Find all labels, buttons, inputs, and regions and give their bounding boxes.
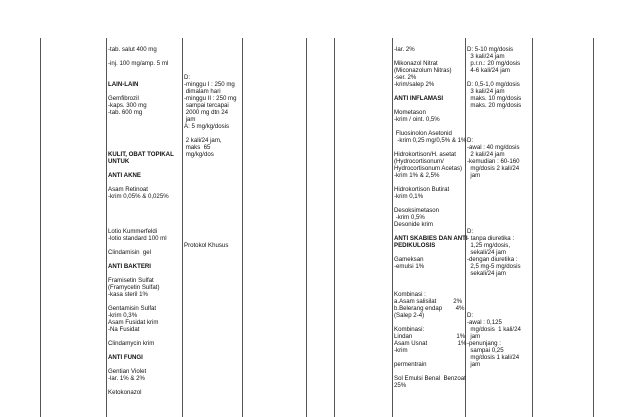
text-line: 3 kali/24 jam [467,53,505,60]
text-line: UNTUK [108,158,130,165]
text-line: a.Asam salisilat 2% [394,298,463,305]
text-line: -krim 0,25 mg/0,5% & 1% [394,137,467,144]
text-line: -awal : 40 mg/dosis [467,144,520,151]
text-line: Asam Usnat 1% [394,340,467,347]
text-line: -kemudian : 60-160 [467,158,520,165]
text-line: -penunjang : [467,340,501,347]
text-line: Kombinasi : [394,291,426,298]
text-line: Asam Fusidat krim [108,319,159,326]
text-line: -tab. 600 mg [108,109,143,116]
text-line: -kasa steril 1% [108,291,148,298]
text-line: 2 kali/24 jam [467,151,505,158]
right-table-border-left [334,38,335,417]
text-line: ANTI FUNGI [108,354,143,361]
text-line: D: [467,312,474,319]
text-line: ANTI AKNE [108,172,141,179]
text-line: D: [467,137,474,144]
left-table-col-divider-2 [182,38,183,417]
text-line: -krim 0,5% [394,214,425,221]
text-line: A: 5 mg/kg/dosis [184,123,230,130]
text-line: maks. 10 mg/dosis [467,95,522,102]
text-line: -tab. salut 400 mg [108,46,157,53]
text-line: b.Belerang endap 4% [394,305,465,312]
text-line: ANTI SKABIES DAN ANTI [394,235,468,242]
text-line: -lar. 2% [394,46,415,53]
text-line: -krim/salep 2% [394,81,435,88]
text-line: KULIT, OBAT TOPIKAL [108,151,174,158]
text-line: dimalam hari [184,88,221,95]
text-line: jam [467,361,481,368]
text-line: D: 0,5-1,0 mg/dosis [467,81,520,88]
right-table-col-divider-2 [465,38,466,417]
text-line: PEDIKULOSIS [394,242,436,249]
text-line: sekali/24 jam [467,249,506,256]
text-line: -krim 0,05% & 0,025% [108,193,169,200]
text-line: 25% [394,382,407,389]
text-line: (Miconazolum Nitras) [394,67,452,74]
text-line: D: [467,228,474,235]
text-line: Lindan 1% [394,333,466,340]
text-line: Gameksan [394,256,424,263]
text-line: ANTI BAKTERI [108,263,151,270]
text-line: sampai 0,25 [467,347,504,354]
text-line: Framisetin Sulfat [108,277,154,284]
text-line: -lar. 1% & 2% [108,375,145,382]
text-line: -dengan diuretika : [467,256,518,263]
text-line: -krim [394,347,408,354]
text-line: 2 kali/24 jam, [184,137,222,144]
text-line: maks 65 [184,144,211,151]
text-line: Kombinasi: [394,326,425,333]
text-line: Sol Emulsi Benal Benzoat [394,375,466,382]
text-line: D: 5-10 mg/dosis [467,46,514,53]
text-line: mg/dosis 1 kali/24 [467,326,521,333]
text-line: Mikonazol Nitrat [394,60,438,67]
text-line: Clindamisin gel [108,249,152,256]
text-line: -inj. 100 mg/amp. 5 ml [108,60,169,67]
text-line: 1,25 mg/dosis, [467,242,511,249]
text-line: LAIN-LAIN [108,81,139,88]
text-line: sampai tercapai [184,102,229,109]
text-line: Asam Retinoat [108,186,148,193]
text-line: Hidrokortison/H. asetat [394,151,456,158]
text-line: permentrain [394,361,427,368]
text-line: Fluosinolon Asetonid [394,130,452,137]
text-line: Hidrokortison Butirat [394,186,450,193]
text-line: D: [184,74,191,81]
text-line: mg/dosis 2 kali/24 [467,165,520,172]
text-line: 2,5 mg-5 mg/dosis [467,263,521,270]
left-table-border-right [306,38,307,417]
text-line: ANTI INFLAMASI [394,95,444,102]
right-table-border-right [593,38,594,417]
text-line: -awal : 0,125 [467,319,502,326]
text-line: jam [184,116,196,123]
text-line: Gentian Violet [108,368,147,375]
text-line: Lotio Kummerfeldi [108,228,158,235]
text-line: mg/kg/dos [184,151,214,158]
left-table-col-divider-3 [242,38,243,417]
text-line: Gentamisin Sulfat [108,305,157,312]
text-line: (Salep 2-4) [394,312,425,319]
text-line: (Hydrocortisonum/ [394,158,444,165]
text-line: -emulsi 1% [394,263,425,270]
text-line: Protokol Khusus [184,242,229,249]
text-line: -krim / oint. 0,5% [394,116,440,123]
text-line: Clindamycin krim [108,340,155,347]
text-line: -ser. 2% [394,74,417,81]
text-line: -krim 0,1% [394,193,424,200]
text-line: Desoksimetason [394,207,440,214]
text-line: Ketokonazol [108,389,142,396]
text-line: 2000 mg dtn 24 [184,109,229,116]
text-line: Gemfibrozil [108,95,139,102]
text-line: Desonide krim [394,221,433,228]
text-line: 4-6 kali/24 jam [467,67,511,74]
text-line: mg/dosis 1 kali/24 [467,354,520,361]
left-table-border-left [40,38,41,417]
right-table-col-divider-1 [392,38,393,417]
text-line: -lotio standard 100 ml [108,235,167,242]
left-table-col-divider-1 [106,38,107,417]
text-line: jam [467,333,481,340]
text-line: p.r.n.: 20 mg/dosis [467,60,521,67]
right-table-col-divider-3 [532,38,533,417]
text-line: -kaps. 300 mg [108,102,147,109]
text-line: -krim 0,3% [108,312,138,319]
text-line: Mometason [394,109,426,116]
text-line: 3 kali/24 jam [467,88,505,95]
text-line: -minggu II : 250 mg [184,95,237,102]
text-line: -krim 1% & 2,5% [394,172,440,179]
text-line: (Framycetin Sulfat) [108,284,160,291]
text-line: sekali/24 jam [467,270,506,277]
text-line: - tanpa diuretika : [467,235,515,242]
text-line: jam [467,172,481,179]
text-line: -Na Fusidat [108,326,140,333]
text-line: -minggu I : 250 mg [184,81,235,88]
text-line: maks. 20 mg/dosis [467,102,522,109]
text-line: Hydrocortisonum Acetas) [394,165,463,172]
